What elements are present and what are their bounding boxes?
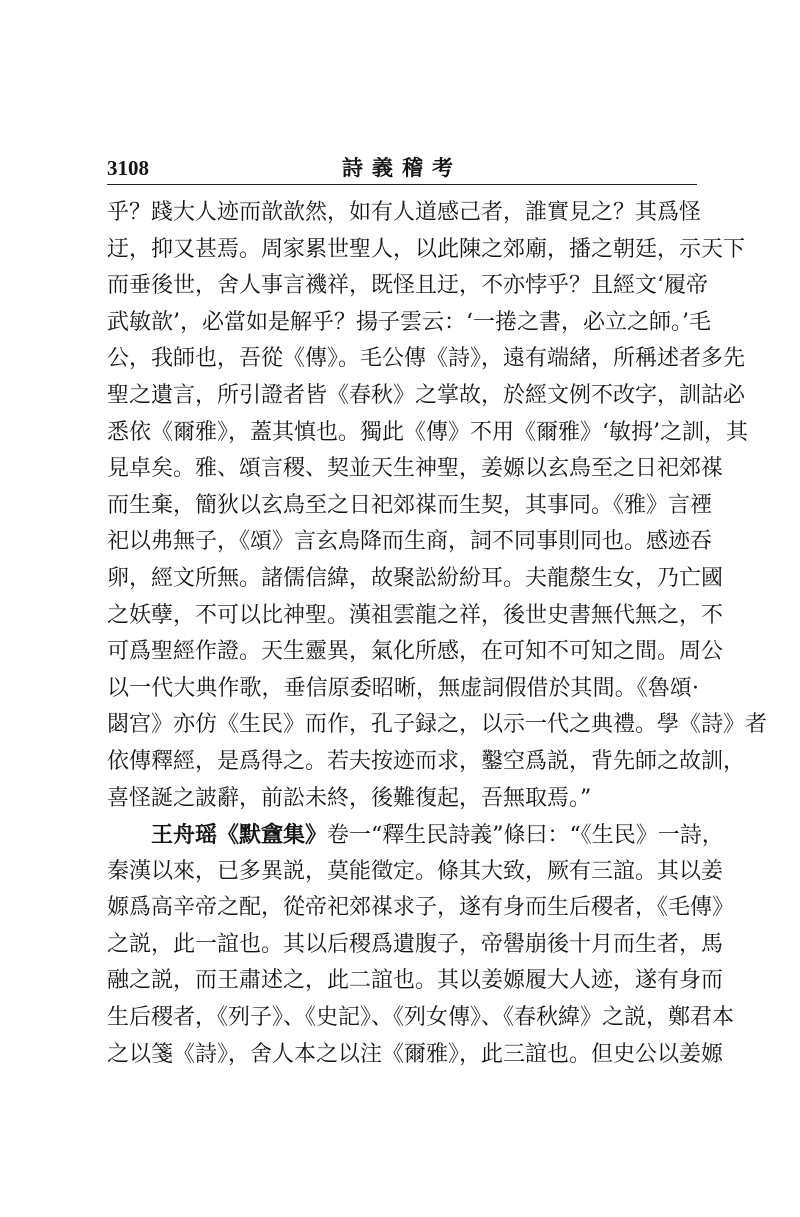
text-line: 融之説，而王肅述之，此二誼也。其以姜嫄履大人迹，遂有身而	[107, 968, 724, 994]
page-number: 3108	[107, 156, 149, 180]
text-line: 卵，經文所無。諸儒信緯，故聚訟紛紛耳。夫龍漦生女，乃亡國	[107, 565, 724, 591]
text-line: 生后稷者，《列子》、《史記》、《列女傳》、《春秋緯》之説，鄭君本	[107, 1005, 735, 1031]
text-line: 嫄爲高辛帝之配，從帝祀郊禖求子，遂有身而生后稷者，《毛傳》	[107, 895, 735, 921]
running-header	[107, 150, 697, 186]
text-line: 祀以弗無子，《頌》言玄鳥降而生商，詞不同事則同也。感迹吞	[107, 529, 713, 555]
text-line: 乎？踐大人迹而歆歆然，如有人道感己者，誰實見之？其爲怪	[107, 200, 702, 225]
text-line: 喜怪誕之詖辭，前訟未終，後難復起，吾無取焉。”	[107, 785, 592, 811]
text-line: 依傳釋經，是爲得之。若夫按迹而求，鑿空爲説，背先師之故訓，	[107, 748, 746, 774]
running-title: 詩義稽考	[342, 155, 462, 180]
text-line: 之以箋《詩》，舍人本之以注《爾雅》，此三誼也。但史公以姜嫄	[107, 1041, 724, 1067]
text-line: 公，我師也，吾從《傳》。毛公傳《詩》，遠有端緒，所稱述者多先	[107, 346, 746, 372]
paragraph-first-line	[107, 817, 724, 854]
text-line: 悉依《爾雅》，蓋其慎也。獨此《傳》不用《爾雅》‘敏拇’之訓，其	[107, 419, 748, 445]
text-line: 以一代大典作歌，垂信原委昭晰，無虚詞假借於其間。《魯頌·	[107, 675, 699, 701]
text-line: 秦漢以來，已多異説，莫能徵定。條其大致，厥有三誼。其以姜	[107, 858, 724, 884]
text-line: 而垂後世，舍人事言禨祥，既怪且迂，不亦悖乎？且經文‘履帝	[107, 273, 708, 299]
header-rule	[107, 184, 697, 185]
text-line: 之妖孽，不可以比神聖。漢祖雲龍之祥，後世史書無代無之，不	[107, 602, 724, 628]
body-text	[107, 195, 768, 1073]
text-line: 見卓矣。雅、頌言稷、契並天生神聖，姜嫄以玄鳥至之日祀郊禖	[107, 456, 724, 482]
author-and-work: 王舟瑶《默盦集》	[151, 822, 328, 849]
text-line: 武敏歆’，必當如是解乎？揚子雲云：‘一捲之書，必立之師。’毛	[107, 309, 711, 335]
text-line: 聖之遺言，所引證者皆《春秋》之掌故，於經文例不改字，訓詁必	[107, 382, 746, 408]
text-line: 閟宫》亦仿《生民》而作，孔子録之，以示一代之典禮。學《詩》者	[107, 712, 768, 738]
text-line: 而生棄，簡狄以玄鳥至之日祀郊禖而生契，其事同。《雅》言禋	[107, 492, 713, 518]
text-line: 之説，此一誼也。其以后稷爲遺腹子，帝嚳崩後十月而生者，馬	[107, 931, 724, 957]
text-line-rest: 卷一“釋生民詩義”條曰：“《生民》一詩，	[327, 823, 724, 849]
text-line: 迂，抑又甚焉。周家累世聖人，以此陳之郊廟，播之朝廷，示天下	[107, 236, 746, 262]
text-line: 可爲聖經作證。天生靈異，氣化所感，在可知不可知之間。周公	[107, 639, 724, 665]
